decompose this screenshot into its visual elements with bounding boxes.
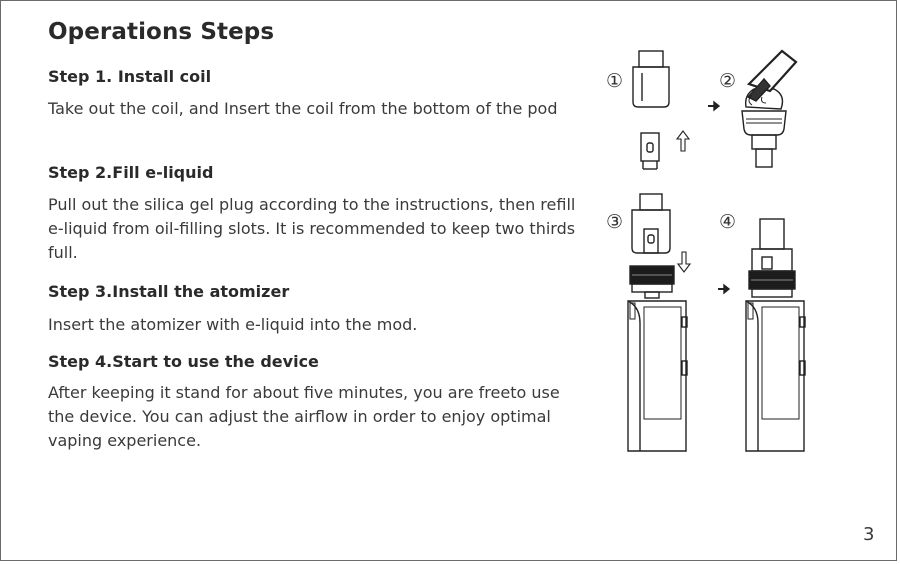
operation-illustration xyxy=(596,39,826,459)
marker-1: ① xyxy=(606,70,624,92)
step-3-text: Insert the atomizer with e-liquid into the mod. xyxy=(48,315,418,334)
down-arrow-icon xyxy=(678,252,690,272)
step-2-text: Pull out the silica gel plug according to the instructions, then refill e-liquid from oil-filling slots. It is recommended to keep two thirds full. xyxy=(48,195,576,262)
tank-illustration xyxy=(632,194,670,253)
page-title: Operations Steps xyxy=(48,19,275,45)
page-number: 3 xyxy=(863,524,875,545)
right-arrow-icon xyxy=(708,102,719,110)
pod-illustration xyxy=(633,51,669,107)
mod-illustration-left xyxy=(628,301,687,451)
assembled-device-illustration xyxy=(746,219,805,451)
step-1-heading: Step 1. Install coil xyxy=(48,67,212,86)
step-3-heading: Step 3.Install the atomizer xyxy=(48,282,290,301)
marker-3: ③ xyxy=(606,211,624,233)
step-1-text: Take out the coil, and Insert the coil from the bottom of the pod xyxy=(48,99,558,118)
right-arrow-icon xyxy=(718,285,729,293)
marker-2: ② xyxy=(719,70,737,92)
filling-illustration xyxy=(742,51,796,167)
step-4-text: After keeping it stand for about five minutes, you are freeto use the device. You can adjust the airflow in order to enjoy optimal vaping experience. xyxy=(48,383,560,450)
marker-4: ④ xyxy=(719,211,737,233)
coil-illustration xyxy=(641,133,659,169)
step-4-heading: Step 4.Start to use the device xyxy=(48,352,319,371)
up-arrow-icon xyxy=(677,131,689,151)
base-ring-illustration xyxy=(630,266,674,298)
step-2-heading: Step 2.Fill e-liquid xyxy=(48,163,214,182)
